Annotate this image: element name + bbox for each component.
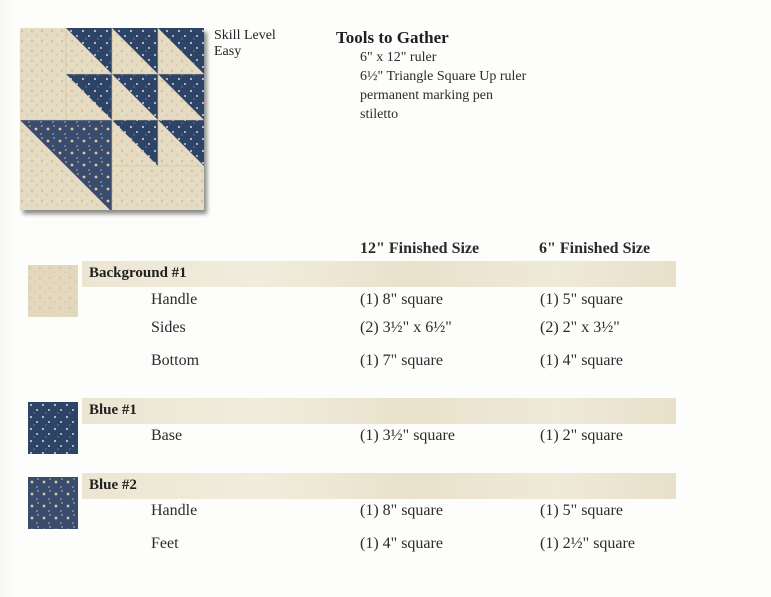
tools-section — [336, 28, 526, 124]
tool-item: 6" x 12" ruler — [360, 50, 437, 65]
piece-name: Base — [151, 427, 183, 444]
skill-level-value: Easy — [214, 44, 242, 59]
column-header-12-inch: 12" Finished Size — [360, 240, 480, 257]
table-row — [0, 535, 771, 557]
basket-block-illustration — [20, 28, 204, 210]
fabric-band-background-1 — [82, 261, 676, 287]
size-12-value: (1) 8" square — [360, 502, 443, 519]
tool-item: permanent marking pen — [360, 88, 493, 103]
table-row — [0, 291, 771, 313]
column-header-6-inch: 6" Finished Size — [539, 240, 651, 257]
piece-name: Handle — [151, 291, 198, 308]
size-6-value: (2) 2" x 3½" — [540, 319, 620, 336]
table-row — [0, 319, 771, 341]
piece-name: Handle — [151, 502, 198, 519]
table-row — [0, 352, 771, 374]
size-6-value: (1) 2½" square — [540, 535, 635, 552]
piece-name: Bottom — [151, 352, 200, 369]
fabric-name: Blue #2 — [89, 477, 137, 493]
tool-item: stiletto — [360, 107, 399, 122]
size-6-value: (1) 4" square — [540, 352, 623, 369]
piece-name: Feet — [151, 535, 179, 552]
tools-list — [336, 48, 526, 124]
skill-level — [214, 28, 276, 60]
table-row — [0, 427, 771, 449]
size-6-value: (1) 2" square — [540, 427, 623, 444]
size-12-value: (2) 3½" x 6½" — [360, 319, 452, 336]
fabric-band-blue-1 — [82, 398, 676, 424]
fabric-name: Blue #1 — [89, 402, 137, 418]
skill-level-label: Skill Level — [214, 28, 276, 43]
size-6-value: (1) 5" square — [540, 291, 623, 308]
piece-name: Sides — [151, 319, 186, 336]
size-12-value: (1) 8" square — [360, 291, 443, 308]
size-6-value: (1) 5" square — [540, 502, 623, 519]
size-12-value: (1) 7" square — [360, 352, 443, 369]
fabric-band-blue-2 — [82, 473, 676, 499]
fabric-name: Background #1 — [89, 265, 187, 281]
table-row — [0, 502, 771, 524]
size-12-value: (1) 3½" square — [360, 427, 455, 444]
quilt-block-image — [20, 28, 204, 210]
tools-title: Tools to Gather — [336, 28, 449, 47]
size-12-value: (1) 4" square — [360, 535, 443, 552]
tool-item: 6½" Triangle Square Up ruler — [360, 69, 527, 84]
